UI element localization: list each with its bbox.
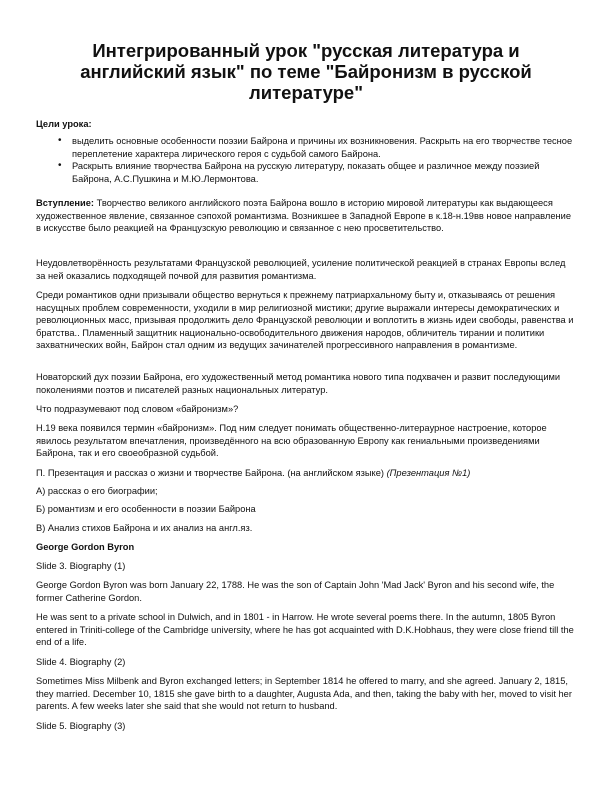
paragraph: He was sent to a private school in Dulwich, and in 1801 - in Harrow. He wrote several poems there. In the autumn, 1805 Byron entered in Triniti-college of the Cambridge university, where he has got acquainted with D.K.Hobhaus, they were close friend till the end of a life.	[36, 612, 574, 648]
list-line: А) рассказ о его биографии;	[36, 486, 158, 496]
intro-text: Творчество великого английского поэта Байрона вошло в историю мировой литературы как выдающееся художественное явление, связанное сэпохой романтизма. Возникшее в Западной Европе в к.18-н.19вв новое направление в искусстве было реакцией на Французскую революцию и связанное с нею просветительство.	[36, 198, 571, 234]
presentation-line	[36, 467, 576, 480]
list-line: В) Анализ стихов Байрона и их анализ на англ.яз.	[36, 523, 253, 533]
paragraph: Неудовлетворённость результатами Французской революцией, усиление политической реакцией в странах Европы вслед за ней оказались подходящей почвой для развития романтизма.	[36, 258, 566, 281]
goals-heading: Цели урока:	[36, 119, 92, 129]
presentation-ref: (Презентация №1)	[386, 468, 471, 478]
paragraph: Н.19 века появился термин «байронизм». Под ним следует понимать общественно-литерaурное настроение, которое явилось результатом впечатления, произведённого на всю образованную Европу как гениальными произведениями Байрона, так и его своеобразной судьбой.	[36, 423, 547, 459]
paragraph: Среди романтиков одни призывали общество вернуться к прежнему патриархальному быту и, отказываясь от решения насущных проблем современности, уходили в мир религиозной мистики; другие выражали интересы демократических и революционных масс, призывая продолжить дело Французской революции и воплотить в жизнь идеи свободы, равенства и братства.. Пламенный защитник национально-освободительного движения народов, обличитель тирании и политики захватнических войн, Байрон стал одним из ведущих зачинателей прогрессивного направления в романтизме.	[36, 290, 574, 351]
paragraph: Что подразумевают под словом «байронизм»?	[36, 404, 239, 414]
intro-label: Вступление:	[36, 198, 95, 208]
section-heading: George Gordon Byron	[36, 542, 135, 552]
list-line: Б) романтизм и его особенности в поэзии Байрона	[36, 504, 256, 514]
slide-label: Slide 4. Biography (2)	[36, 657, 126, 667]
paragraph: Sometimes Miss Milbenk and Byron exchanged letters; in September 1814 he offered to marry, and she agreed. January 2, 1815, they married. December 10, 1815 she gave birth to a daughter, Augusta Ada, and then, taking the baby with her, moved to visit her parents. A few weeks later she said that she would not return to husband.	[36, 676, 572, 712]
page-title: Интегрированный урок "русская литература и английский язык" по теме "Байронизм в русской литературе"	[80, 40, 532, 103]
intro-paragraph	[36, 197, 576, 235]
paragraph: Новаторский дух поэзии Байрона, его художественный метод романтика нового типа подхвачен и развит последующими поколениями поэтов и писателей разных национальных литератур.	[36, 372, 561, 395]
goals-list	[36, 135, 576, 185]
slide-label: Slide 3. Biography (1)	[36, 561, 126, 571]
paragraph: George Gordon Byron was born January 22, 1788. He was the son of Captain John 'Mad Jack' Byron and his second wife, the former Catherine Gordon.	[36, 580, 555, 603]
goal-item: • выделить основные особенности поэзии Байрона и причины их возникновения. Раскрыть на его творчестве тесное переплетение характера лирического героя с судьбой самого Байрона.	[36, 135, 576, 160]
slide-label: Slide 5. Biography (3)	[36, 721, 126, 731]
presentation-text: П. Презентация и рассказ о жизни и творчестве Байрона. (на английском языке)	[36, 468, 387, 478]
goal-item: • Раскрыть влияние творчества Байрона на русскую литературу, показать общее и различное между поэзией Байрона, А.С.Пушкина и М.Ю.Лермонтова.	[36, 160, 576, 185]
